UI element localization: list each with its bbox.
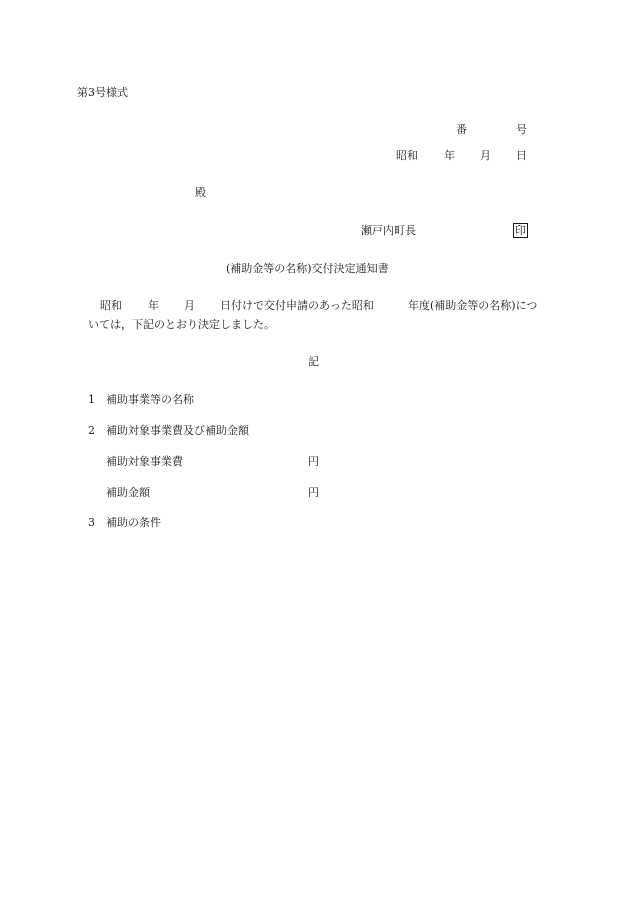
item-3-number: 3 (88, 516, 95, 529)
ki-heading: 記 (308, 355, 319, 368)
body-line-2: いては，下記のとおり決定しました。 (88, 318, 275, 331)
date-era: 昭和 (396, 149, 418, 162)
item-2-number: 2 (88, 424, 95, 437)
body-text: 日付けで交付申請のあった昭和 (220, 299, 374, 312)
number-ban: 番 (456, 123, 467, 136)
sub-item-2-unit: 円 (308, 486, 319, 499)
date-month: 月 (480, 149, 491, 162)
item-2-label: 補助対象事業費及び補助金額 (106, 424, 249, 437)
document-title: (補助金等の名称)交付決定通知書 (226, 262, 389, 275)
item-1-number: 1 (88, 393, 95, 406)
body-year: 年 (148, 299, 159, 312)
body-text-2: 年度(補助金等の名称)につ (408, 299, 538, 312)
sub-item-1-label: 補助対象事業費 (106, 455, 183, 468)
seal-mark: 印 (515, 224, 526, 237)
body-month: 月 (184, 299, 195, 312)
addressee-honorific: 殿 (195, 186, 206, 199)
issuer-name: 瀬戸内町長 (361, 224, 416, 237)
item-3-label: 補助の条件 (106, 516, 161, 529)
sub-item-2-label: 補助金額 (106, 486, 150, 499)
number-gou: 号 (516, 123, 527, 136)
item-1-label: 補助事業等の名称 (106, 393, 194, 406)
body-era: 昭和 (100, 299, 122, 312)
date-day: 日 (516, 149, 527, 162)
sub-item-1-unit: 円 (308, 455, 319, 468)
form-label: 第3号様式 (77, 86, 128, 99)
date-year: 年 (444, 149, 455, 162)
